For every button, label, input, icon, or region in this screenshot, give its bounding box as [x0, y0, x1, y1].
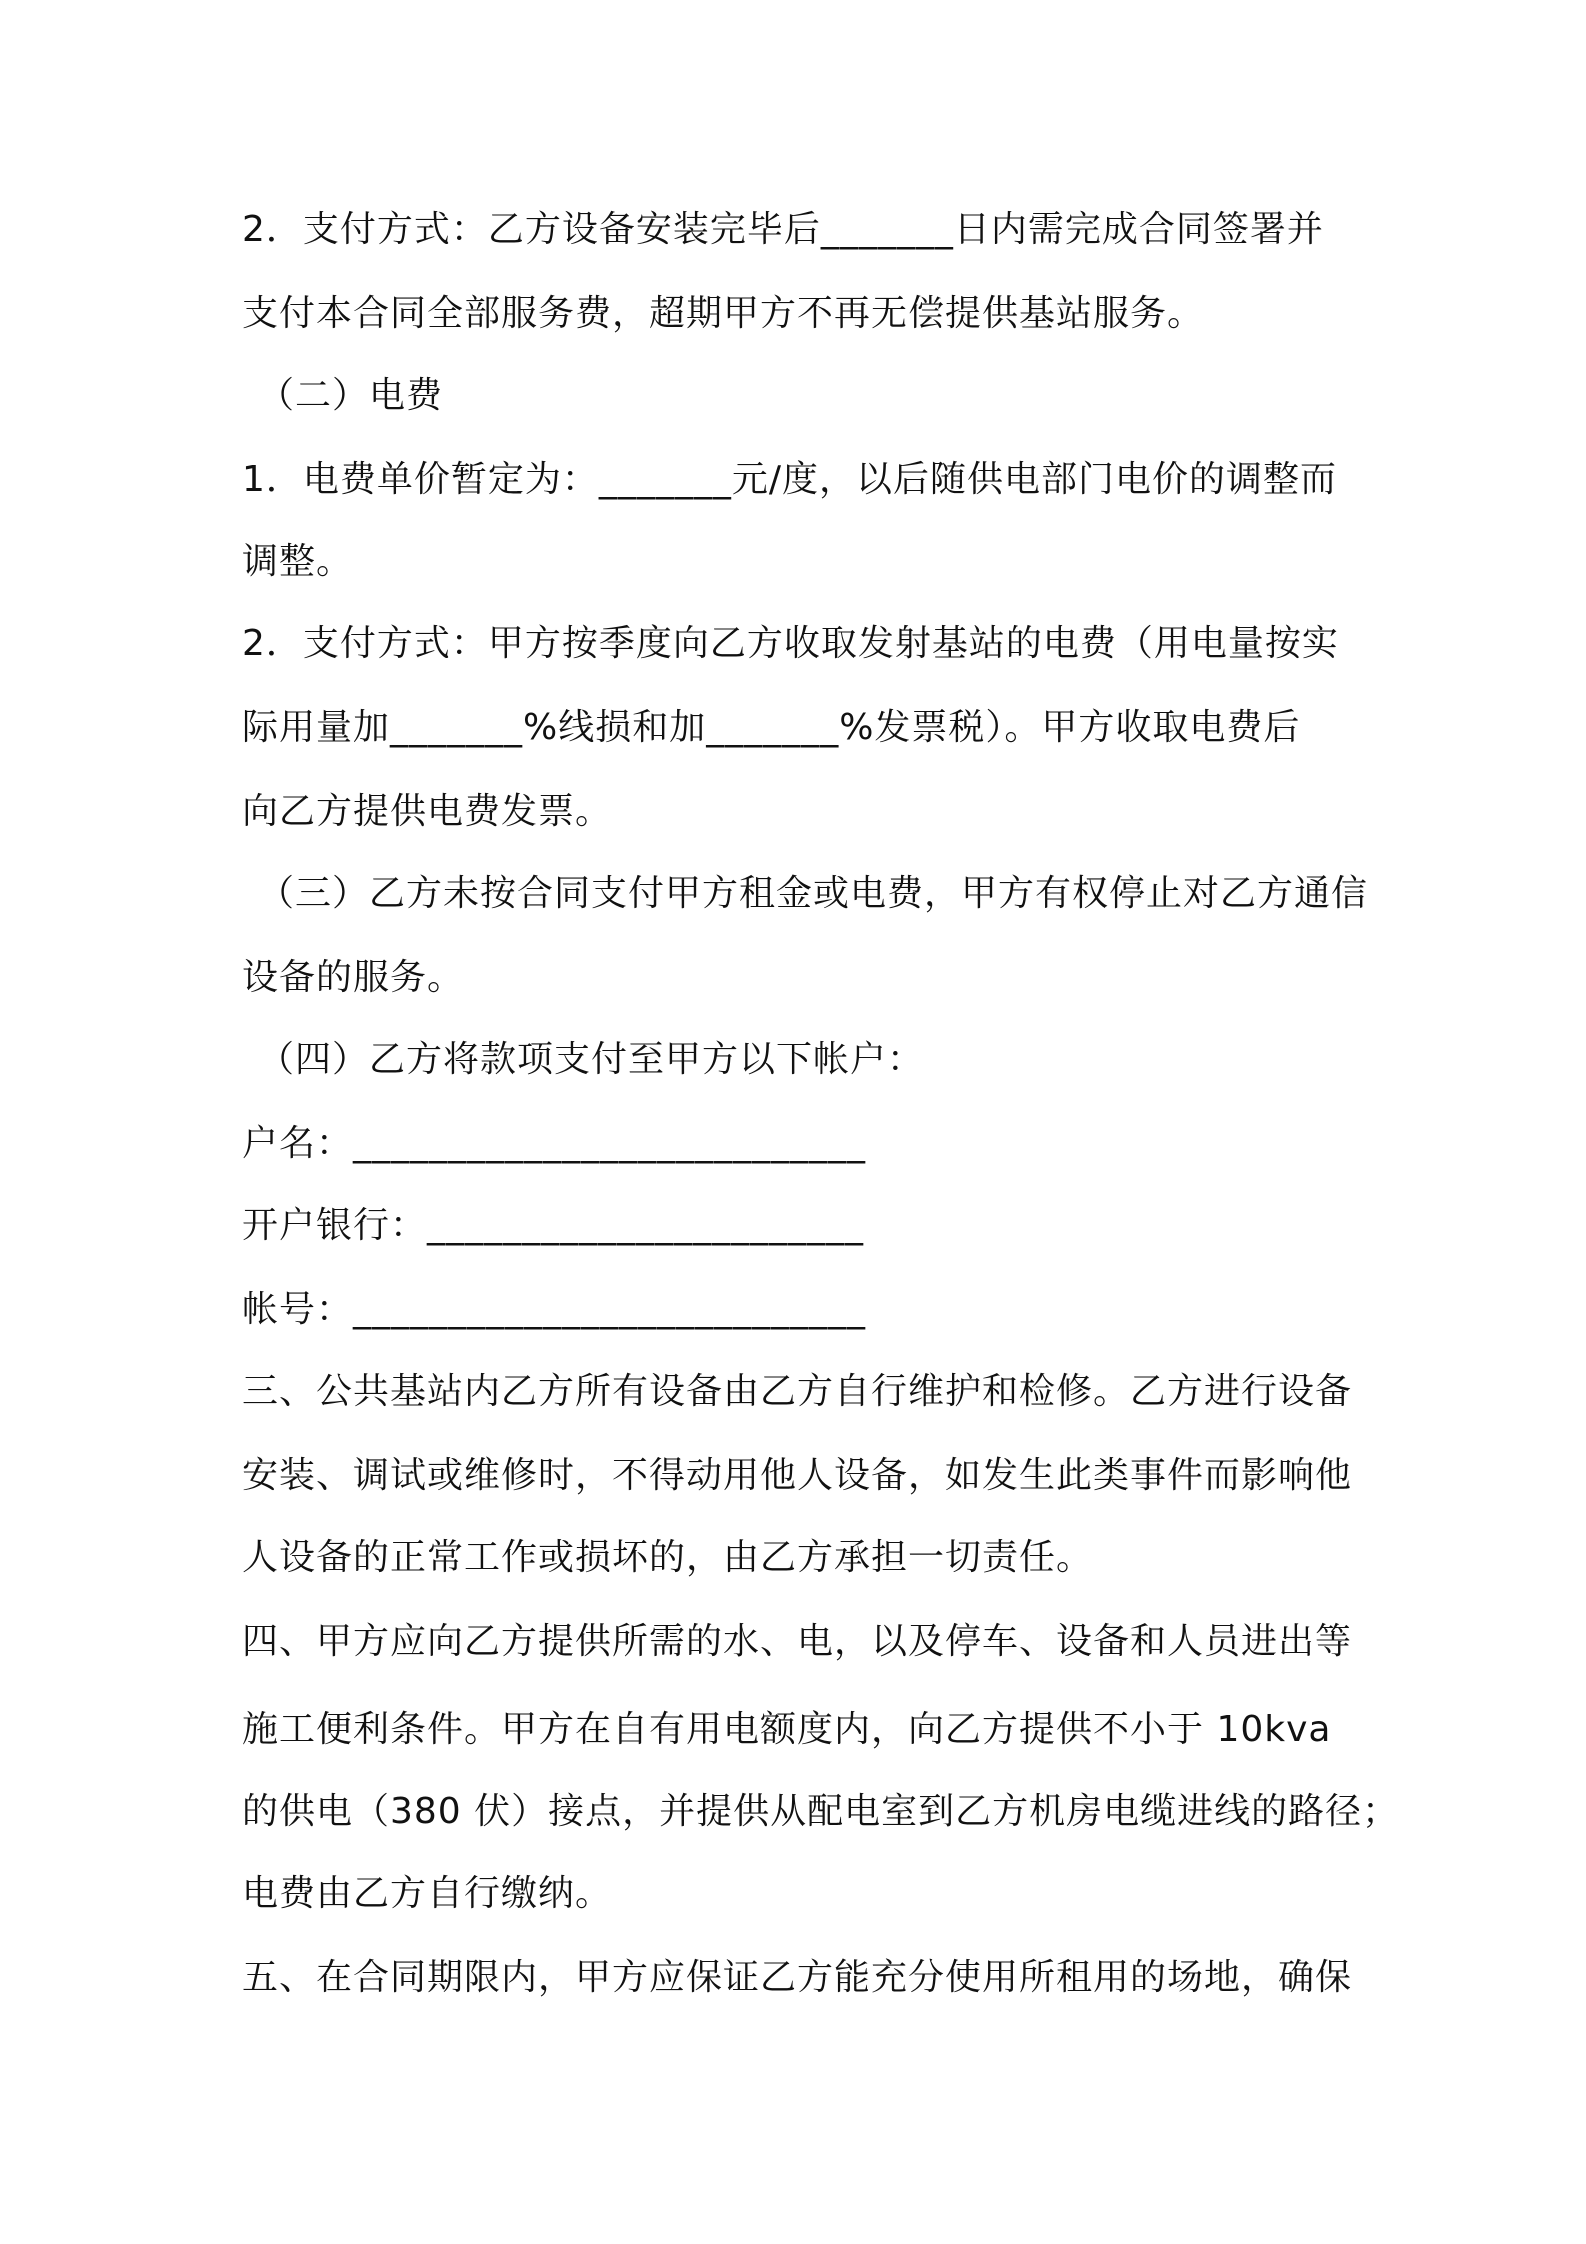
text-line: 调整。	[242, 541, 354, 582]
text-line: 的供电（380 伏）接点，并提供从配电室到乙方机房电缆进线的路径；	[242, 1791, 1400, 1832]
section-heading: （三）乙方未按合同支付甲方租金或电费，甲方有权停止对乙方通信	[258, 873, 1369, 914]
text-line: 1．电费单价暂定为：_______元/度，以后随供电部门电价的调整而	[242, 459, 1338, 500]
text-line: 五、在合同期限内，甲方应保证乙方能充分使用所租用的场地，确保	[242, 1957, 1353, 1998]
text-line: 电费由乙方自行缴纳。	[242, 1873, 613, 1914]
text-line: 向乙方提供电费发票。	[242, 791, 613, 832]
section-heading: （二）电费	[258, 375, 444, 416]
text-line: 支付本合同全部服务费，超期甲方不再无偿提供基站服务。	[242, 293, 1205, 334]
text-line: 三、公共基站内乙方所有设备由乙方自行维护和检修。乙方进行设备	[242, 1371, 1353, 1412]
text-line: 安装、调试或维修时，不得动用他人设备，如发生此类事件而影响他	[242, 1455, 1353, 1496]
text-line: 2．支付方式：甲方按季度向乙方收取发射基站的电费（用电量按实	[242, 623, 1339, 664]
text-line: 施工便利条件。甲方在自有用电额度内，向乙方提供不小于 10kva	[242, 1709, 1332, 1750]
text-line: 际用量加_______%线损和加_______%发票税）。甲方收取电费后	[242, 707, 1301, 748]
bank-field: 开户银行：_______________________	[242, 1205, 865, 1246]
text-line: 2．支付方式：乙方设备安装完毕后_______日内需完成合同签署并	[242, 209, 1324, 250]
text-line: 设备的服务。	[242, 957, 465, 998]
account-number-field: 帐号：___________________________	[242, 1289, 867, 1330]
text-line: 人设备的正常工作或损坏的，由乙方承担一切责任。	[242, 1537, 1094, 1578]
text-line: 四、甲方应向乙方提供所需的水、电，以及停车、设备和人员进出等	[242, 1621, 1353, 1662]
account-name-field: 户名：___________________________	[242, 1123, 867, 1164]
section-heading: （四）乙方将款项支付至甲方以下帐户：	[258, 1039, 925, 1080]
